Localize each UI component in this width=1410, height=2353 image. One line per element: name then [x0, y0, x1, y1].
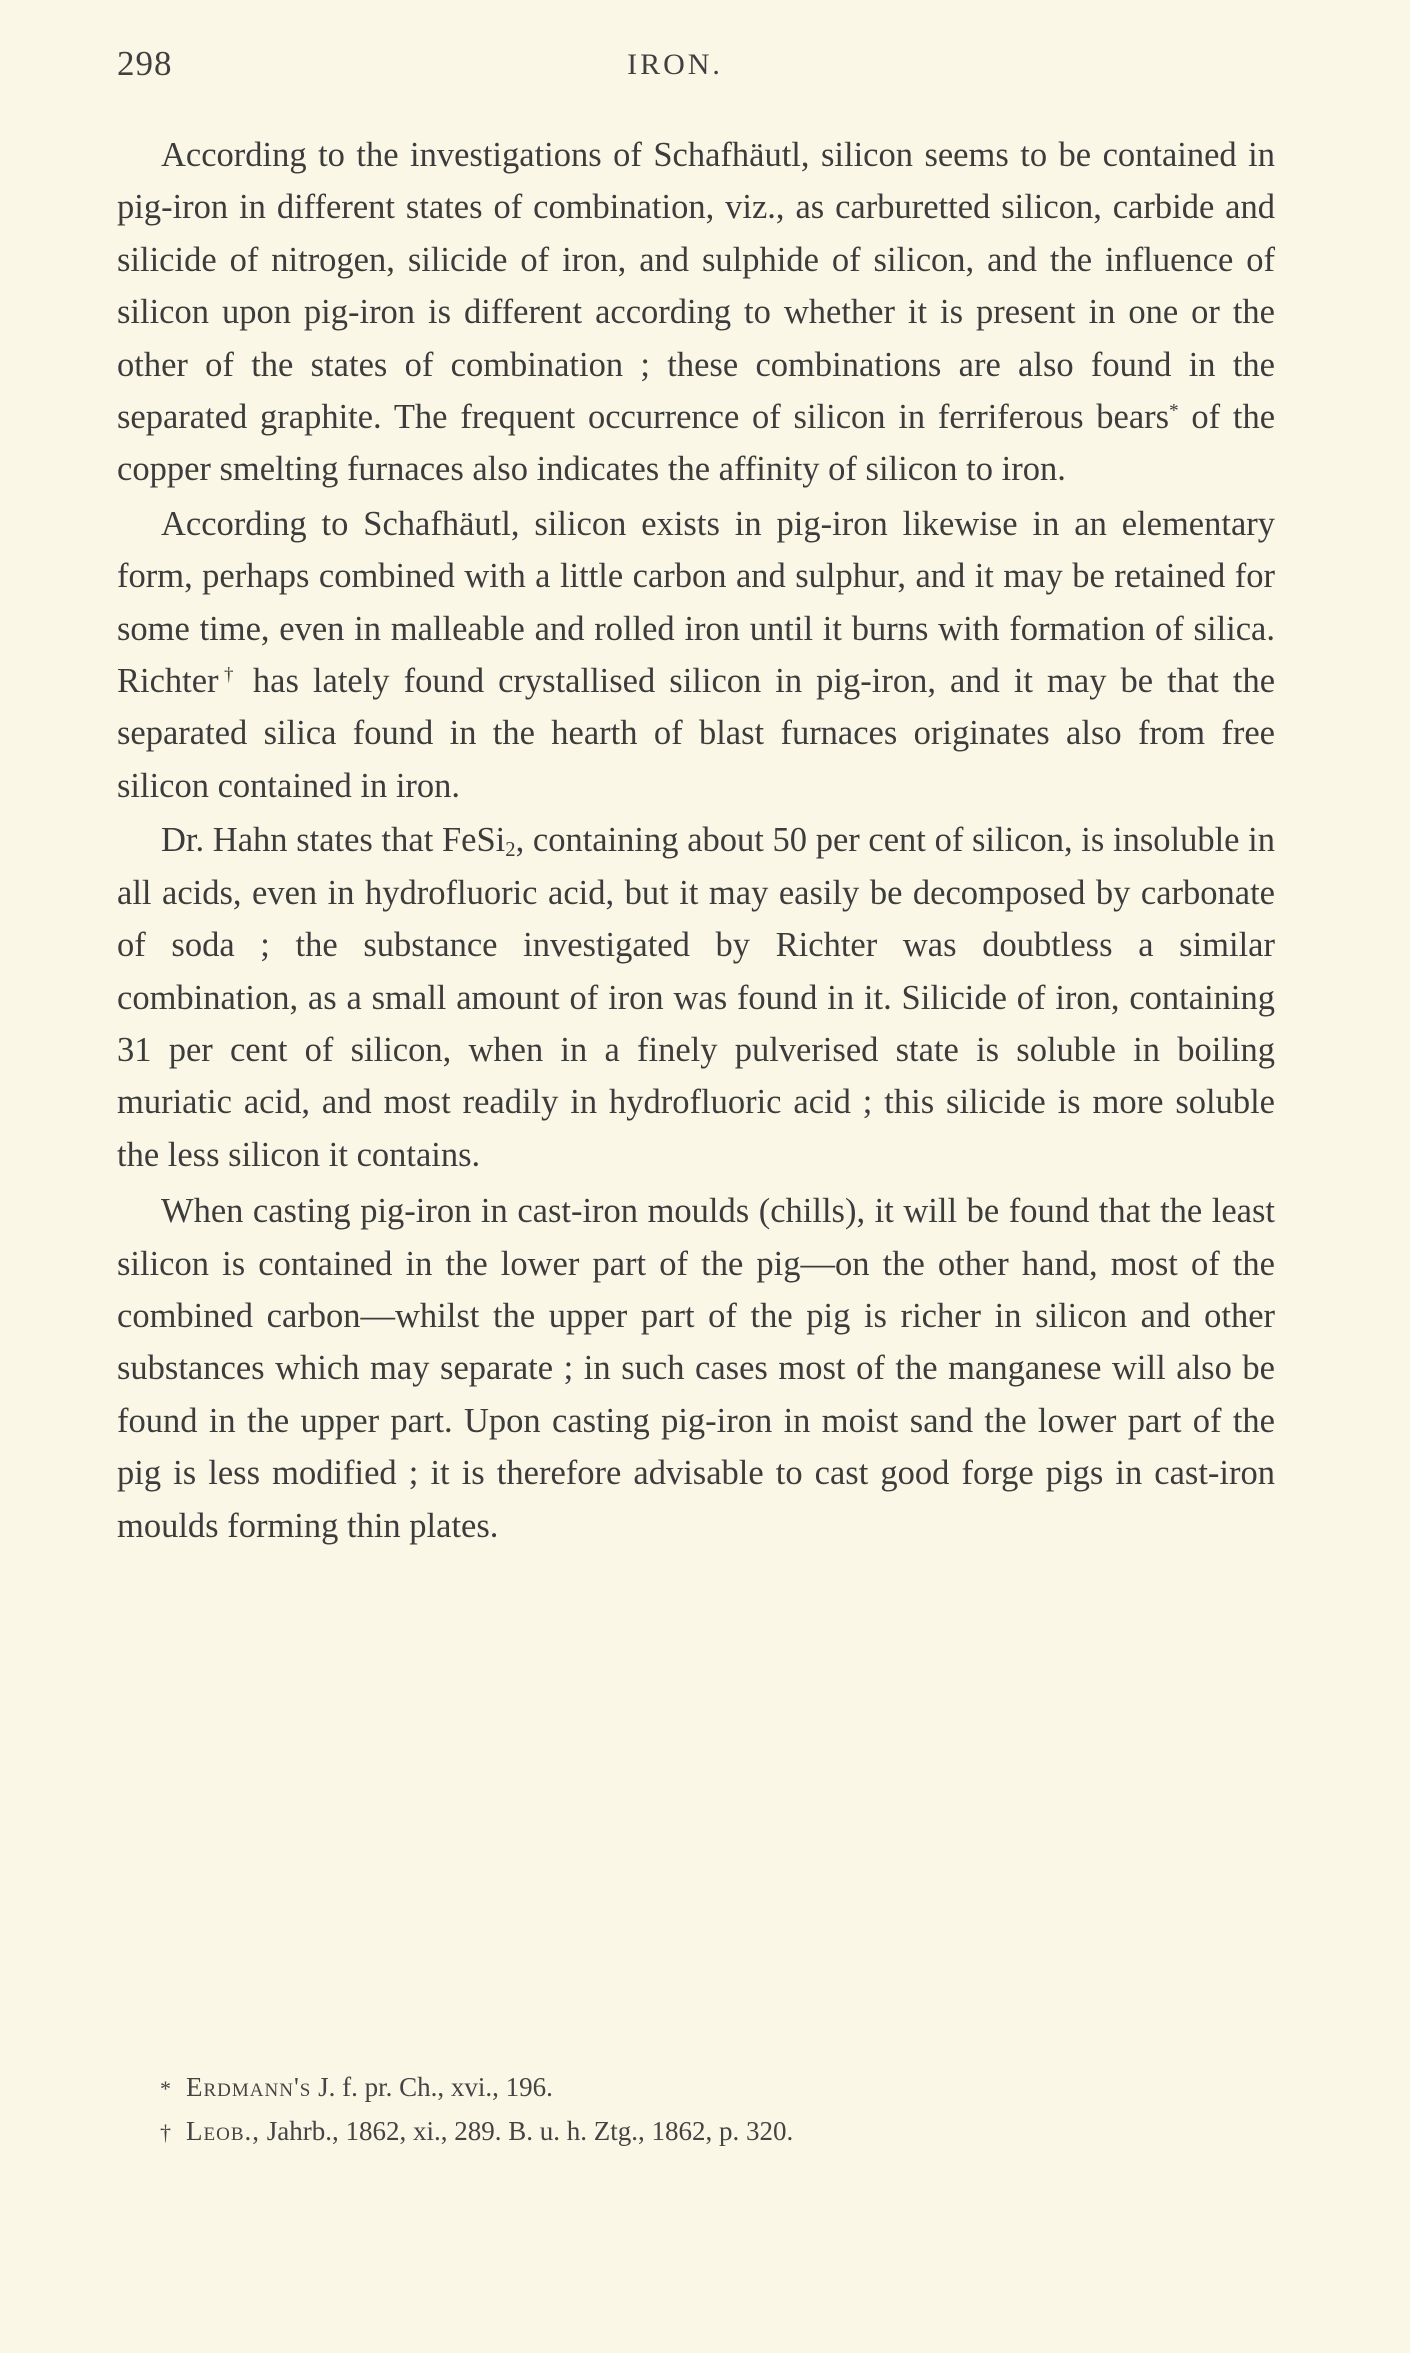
footnote-2-mark: † — [160, 2120, 171, 2145]
running-title: IRON. — [627, 48, 723, 81]
paragraph-4 — [117, 1185, 1275, 1552]
page-number: 298 — [117, 44, 173, 83]
footnote-2 — [160, 2110, 1160, 2154]
footnote-2-text: Jahrb., 1862, xi., 289. B. u. h. Ztg., 1862, p. 320. — [260, 2116, 794, 2146]
footnote-ref-dagger: † — [218, 664, 239, 686]
paragraph-4-text: When casting pig-iron in cast-iron moulds (chills), it will be found that the least silicon is contained in the lower part of the pig—on the other hand, most of the combined carbon—whilst the upper part of the pig is richer in silicon and other substances which may separate ; in such cases most of the manganese will also be found in the upper part. Upon casting pig-iron in moist sand the lower part of the pig is less modified ; it is therefore advisable to cast good forge pigs in cast-iron moulds forming thin plates. — [117, 1192, 1275, 1545]
formula-subscript: 2 — [505, 839, 516, 862]
paragraph-2-text: According to Schafhäutl, silicon exists in pig-iron likewise in an elementary form, perhaps combined with a little carbon and sulphur, and it may be retained for some time, even in malleable and rolled iron until it burns with formation of silica. Richter — [117, 504, 1275, 701]
paragraph-3-text-cont: , containing about 50 per cent of silicon, is insoluble in all acids, even in hydrofluoric acid, but it may easily be decomposed by carbonate of soda ; the substance investigated by Richter was doubtless a similar combination, as a small amount of iron was found in it. Silicide of iron, containing 31 per cent of silicon, when in a finely pulverised state is soluble in boiling muriatic acid, and most readily in hydrofluoric acid ; this silicide is more soluble the less silicon it contains. — [117, 821, 1275, 1174]
paragraph-2 — [117, 498, 1275, 812]
paragraph-2-text-cont: has lately found crystallised silicon in pig-iron, and it may be that the separated silica found in the hearth of blast furnaces originates also from free silicon contained in iron. — [117, 662, 1276, 805]
paragraph-3 — [117, 814, 1275, 1181]
footnotes — [160, 2066, 1160, 2154]
footnote-2-author: Leob., — [186, 2116, 260, 2146]
footnote-1 — [160, 2066, 1160, 2110]
footnote-ref-star: * — [1169, 400, 1179, 422]
footnote-1-text: J. f. pr. Ch., xvi., 196. — [311, 2072, 553, 2102]
body-text — [117, 129, 1275, 1554]
paragraph-1-text: According to the investigations of Schafhäutl, silicon seems to be contained in pig-iron in different states of combination, viz., as carburetted silicon, carbide and silicide of nitrogen, silicide of iron, and sulphide of silicon, and the influence of silicon upon pig-iron is different according to whether it is present in one or the other of the states of combination ; these combinations are also found in the separated graphite. The frequent occurrence of silicon in ferriferous bears — [117, 136, 1275, 437]
footnote-1-mark: * — [160, 2076, 171, 2101]
running-head — [115, 44, 1275, 94]
paragraph-1 — [117, 129, 1275, 496]
footnote-1-author: Erdmann's — [186, 2072, 312, 2102]
paragraph-1-text-cont: of the copper smelting furnaces also indicates the affinity of silicon to iron. — [117, 398, 1276, 489]
paragraph-3-text: Dr. Hahn states that FeSi — [161, 821, 506, 860]
